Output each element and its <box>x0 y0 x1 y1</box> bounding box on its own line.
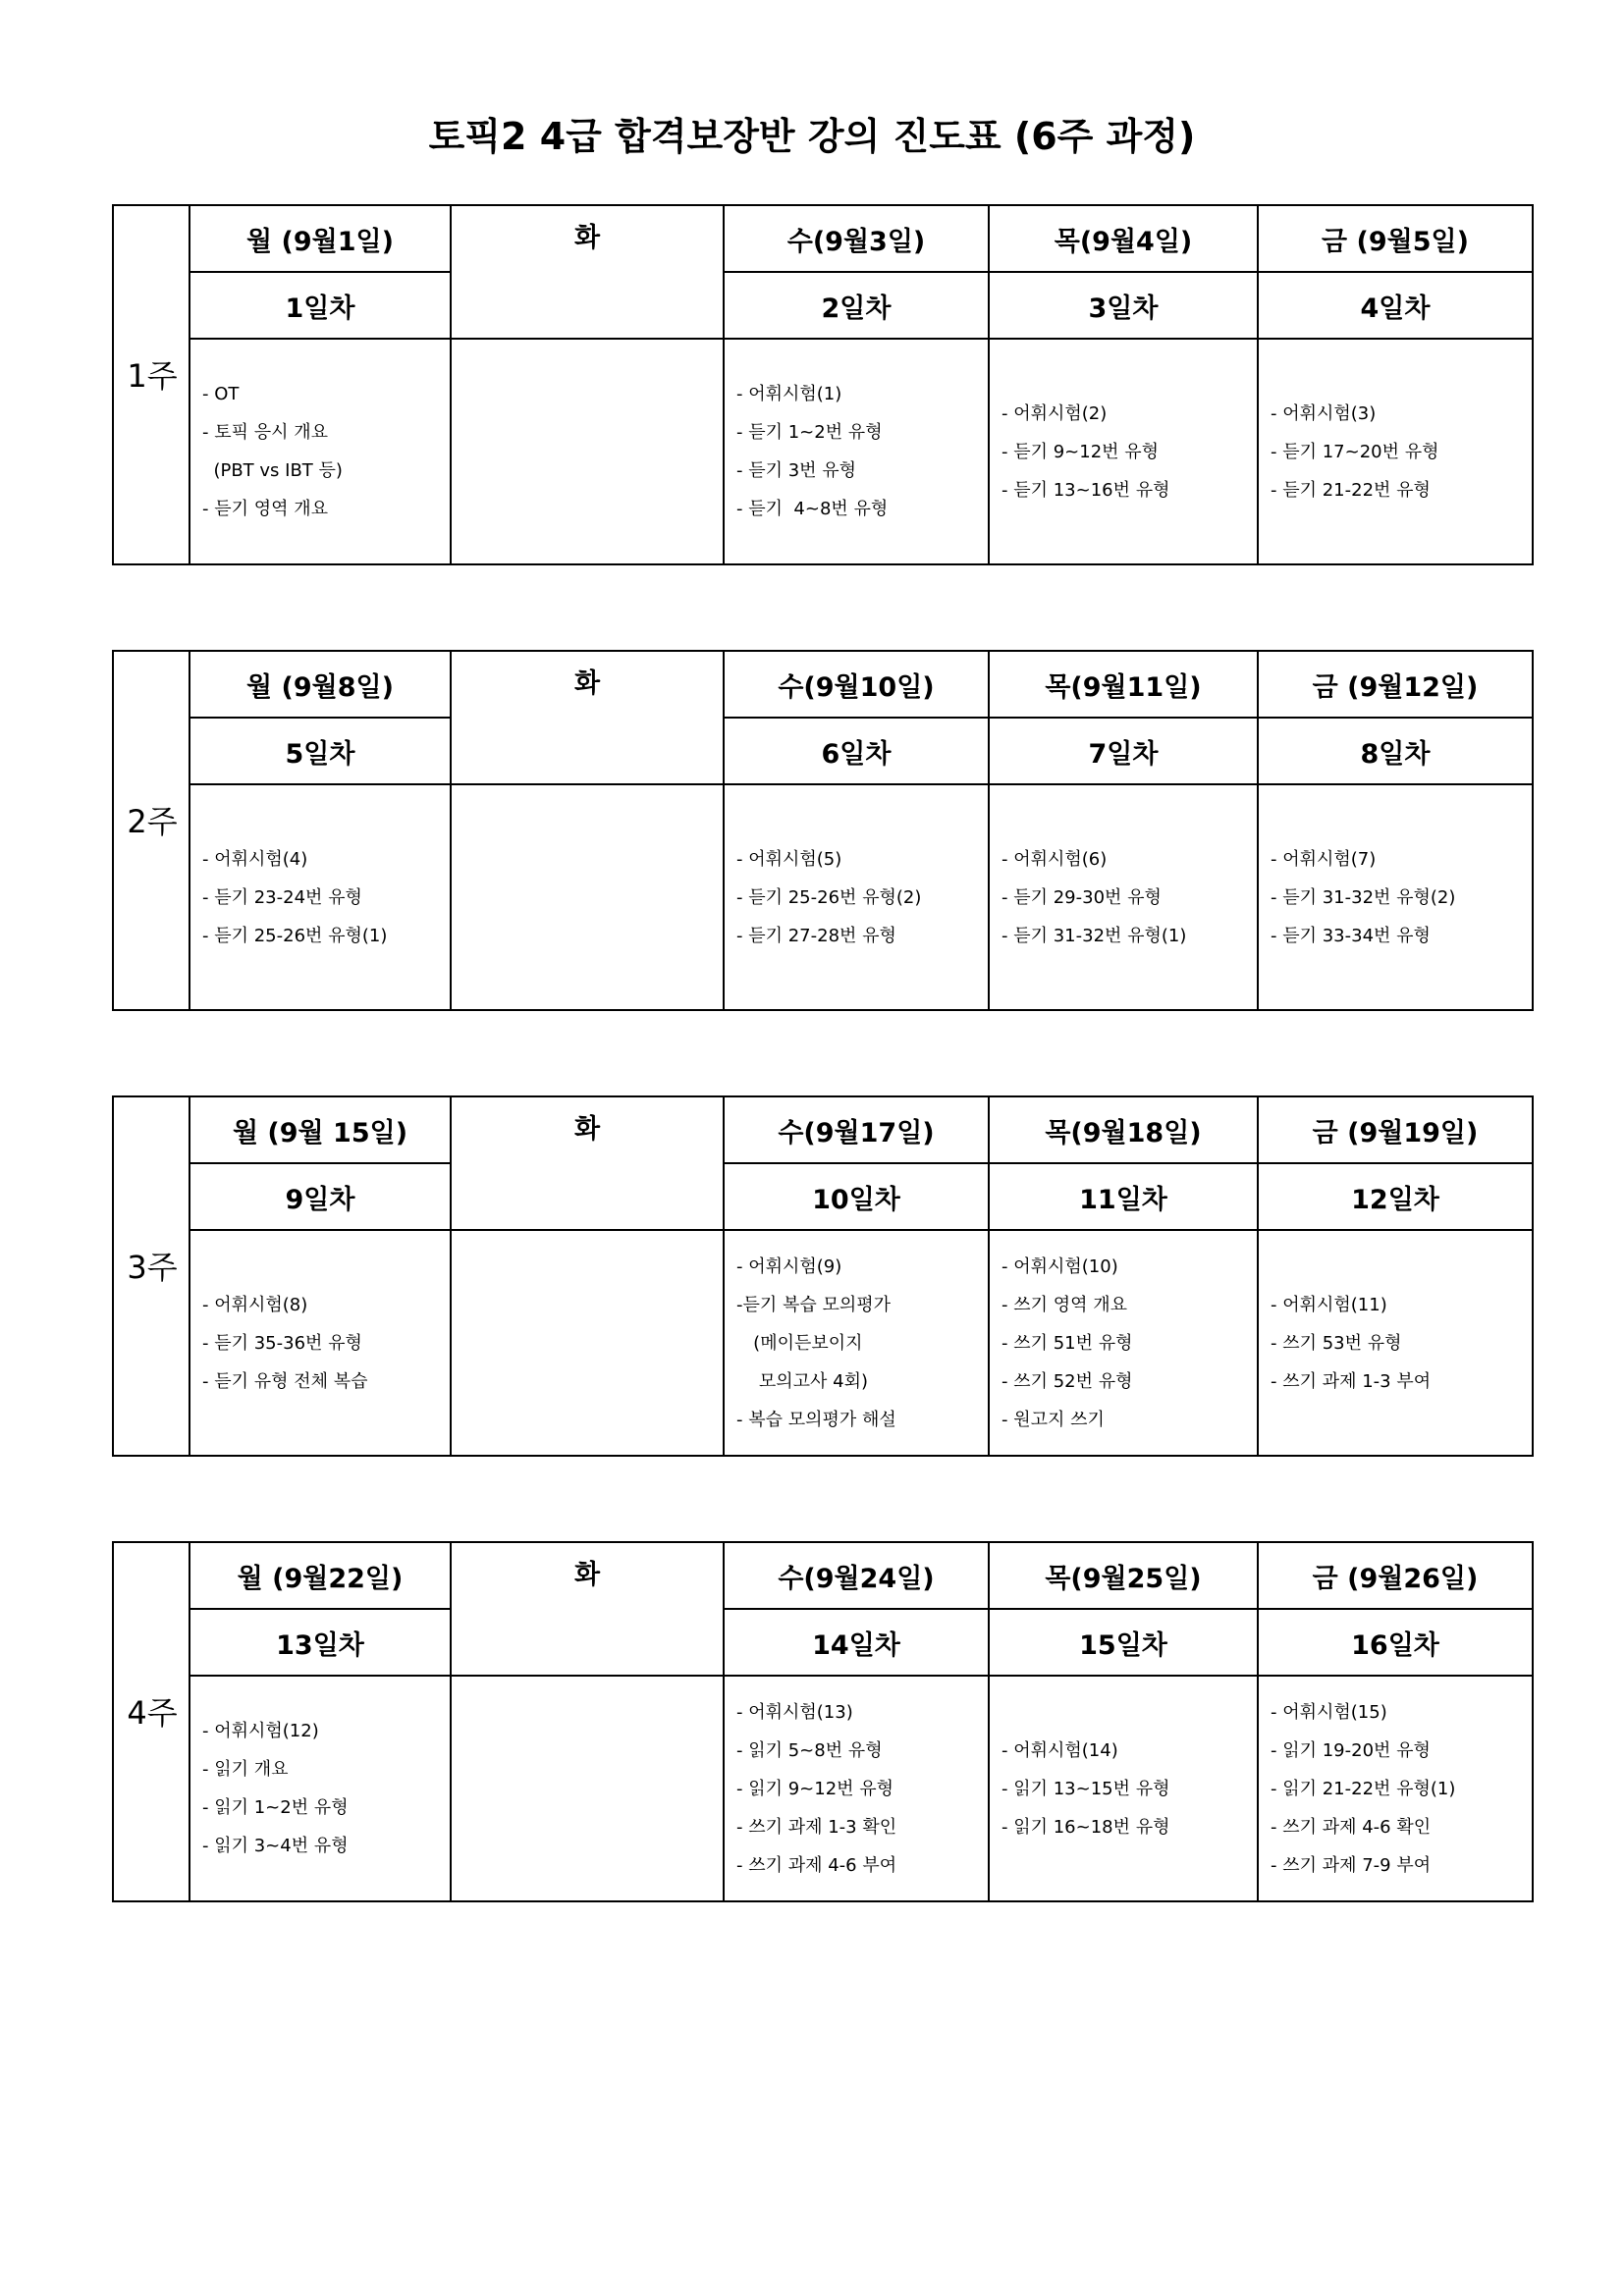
session-cell-thu: 7일차 <box>990 719 1259 785</box>
day-header-wed: 수(9월17일) <box>725 1097 990 1164</box>
content-line: - 어휘시험(9) <box>736 1255 842 1277</box>
day-header-thu: 목(9월11일) <box>990 652 1259 719</box>
day-header-mon: 월 (9월1일) <box>190 206 452 273</box>
session-cell-fri: 12일차 <box>1259 1164 1532 1231</box>
day-header-fri: 금 (9월12일) <box>1259 652 1532 719</box>
day-header-tue: 화 <box>452 652 725 719</box>
day-header-fri: 금 (9월19일) <box>1259 1097 1532 1164</box>
day-header-tue: 화 <box>452 1097 725 1164</box>
content-cell-tue <box>452 1231 725 1455</box>
week-table <box>112 1095 1534 1457</box>
content-line: - 어휘시험(12) <box>202 1721 319 1741</box>
content-cell-fri <box>1259 340 1532 563</box>
day-header-wed: 수(9월10일) <box>725 652 990 719</box>
content-line: - 읽기 21-22번 유형(1) <box>1271 1778 1456 1799</box>
content-line: - 쓰기 과제 1-3 부여 <box>1271 1370 1432 1392</box>
content-cell-thu <box>990 340 1259 563</box>
session-cell-tue <box>452 1164 725 1231</box>
day-header-wed: 수(9월24일) <box>725 1543 990 1610</box>
content-line: - 읽기 3~4번 유형 <box>202 1836 349 1856</box>
content-line: - 복습 모의평가 해설 <box>736 1409 896 1430</box>
week-label-cell <box>114 652 190 1009</box>
content-line: - 듣기 33-34번 유형 <box>1271 925 1431 946</box>
content-line: - 어휘시험(3) <box>1271 402 1377 424</box>
session-cell-mon: 5일차 <box>190 719 452 785</box>
session-cell-tue <box>452 1610 725 1677</box>
content-line: - 어휘시험(4) <box>202 848 308 870</box>
content-cell-tue <box>452 340 725 563</box>
content-line: - 듣기 영역 개요 <box>202 499 328 519</box>
content-line: - 쓰기 53번 유형 <box>1271 1332 1402 1354</box>
content-cell-thu <box>990 1677 1259 1900</box>
content-line: - 듣기 23-24번 유형 <box>202 886 362 908</box>
content-line: - 어휘시험(1) <box>736 384 842 404</box>
session-cell-mon: 1일차 <box>190 273 452 340</box>
week-label: 2주 <box>127 803 178 840</box>
session-cell-fri: 8일차 <box>1259 719 1532 785</box>
content-line: - 듣기 17~20번 유형 <box>1271 441 1439 462</box>
content-line: - OT <box>202 384 240 404</box>
day-header-mon: 월 (9월22일) <box>190 1543 452 1610</box>
week-label: 3주 <box>127 1249 178 1286</box>
session-cell-mon: 9일차 <box>190 1164 452 1231</box>
session-cell-mon: 13일차 <box>190 1610 452 1677</box>
content-line: - 어휘시험(13) <box>736 1701 853 1723</box>
day-header-thu: 목(9월4일) <box>990 206 1259 273</box>
content-line: - 듣기 29-30번 유형 <box>1001 886 1162 908</box>
content-line: - 어휘시험(6) <box>1001 848 1108 870</box>
content-line: - 쓰기 과제 7-9 부여 <box>1271 1854 1432 1876</box>
content-line: - 듣기 13~16번 유형 <box>1001 479 1170 501</box>
content-line: - 쓰기 과제 4-6 확인 <box>1271 1816 1432 1838</box>
content-line: - 토픽 응시 개요 <box>202 422 328 443</box>
content-line: - 어휘시험(14) <box>1001 1739 1118 1761</box>
day-header-fri: 금 (9월26일) <box>1259 1543 1532 1610</box>
session-cell-wed: 14일차 <box>725 1610 990 1677</box>
session-cell-wed: 10일차 <box>725 1164 990 1231</box>
session-cell-wed: 2일차 <box>725 273 990 340</box>
content-line: - 읽기 9~12번 유형 <box>736 1778 894 1799</box>
content-line: - 어휘시험(5) <box>736 848 842 870</box>
content-line: - 읽기 16~18번 유형 <box>1001 1816 1170 1838</box>
content-line: - 듣기 9~12번 유형 <box>1001 441 1160 462</box>
week-label: 1주 <box>127 357 178 395</box>
content-line: - 듣기 1~2번 유형 <box>736 422 883 443</box>
content-line: - 듣기 21-22번 유형 <box>1271 479 1431 501</box>
week-table <box>112 204 1534 565</box>
content-line: - 쓰기 영역 개요 <box>1001 1294 1127 1315</box>
day-header-wed: 수(9월3일) <box>725 206 990 273</box>
content-cell-mon <box>190 340 452 563</box>
content-line: - 쓰기 51번 유형 <box>1001 1332 1133 1354</box>
content-line: - 쓰기 과제 4-6 부여 <box>736 1854 897 1876</box>
content-line: - 듣기 31-32번 유형(1) <box>1001 925 1187 946</box>
content-cell-mon <box>190 1677 452 1900</box>
session-cell-tue <box>452 719 725 785</box>
week-label: 4주 <box>127 1694 178 1732</box>
content-cell-wed <box>725 340 990 563</box>
content-cell-thu <box>990 1231 1259 1455</box>
content-line: - 쓰기 52번 유형 <box>1001 1370 1133 1392</box>
content-line: (메이든보이지 <box>736 1332 863 1354</box>
content-cell-wed <box>725 785 990 1009</box>
day-header-fri: 금 (9월5일) <box>1259 206 1532 273</box>
content-cell-tue <box>452 785 725 1009</box>
content-cell-wed <box>725 1677 990 1900</box>
content-line: - 어휘시험(15) <box>1271 1701 1387 1723</box>
page-title: 토픽2 4급 합격보장반 강의 진도표 (6주 과정) <box>428 115 1196 158</box>
content-line: - 어휘시험(10) <box>1001 1255 1118 1277</box>
content-line: - 듣기 27-28번 유형 <box>736 925 896 946</box>
day-header-tue: 화 <box>452 1543 725 1610</box>
content-line: 모의고사 4회) <box>736 1370 869 1392</box>
content-cell-fri <box>1259 1677 1532 1900</box>
week-label-cell <box>114 206 190 563</box>
content-line: - 원고지 쓰기 <box>1001 1409 1105 1430</box>
content-line: - 읽기 13~15번 유형 <box>1001 1778 1170 1799</box>
content-line: - 읽기 5~8번 유형 <box>736 1739 883 1761</box>
day-header-mon: 월 (9월8일) <box>190 652 452 719</box>
day-header-thu: 목(9월25일) <box>990 1543 1259 1610</box>
content-line: - 듣기 25-26번 유형(2) <box>736 886 922 908</box>
content-line: - 듣기 25-26번 유형(1) <box>202 925 388 946</box>
content-cell-mon <box>190 785 452 1009</box>
session-cell-thu: 11일차 <box>990 1164 1259 1231</box>
session-cell-tue <box>452 273 725 340</box>
content-cell-fri <box>1259 785 1532 1009</box>
day-header-mon: 월 (9월 15일) <box>190 1097 452 1164</box>
week-table <box>112 1541 1534 1902</box>
week-label-cell <box>114 1543 190 1900</box>
content-line: -듣기 복습 모의평가 <box>736 1294 892 1315</box>
session-cell-fri: 16일차 <box>1259 1610 1532 1677</box>
content-line: - 어휘시험(11) <box>1271 1294 1387 1315</box>
content-cell-mon <box>190 1231 452 1455</box>
week-table <box>112 650 1534 1011</box>
content-line: - 듣기 4~8번 유형 <box>736 499 889 519</box>
day-header-tue: 화 <box>452 206 725 273</box>
content-cell-tue <box>452 1677 725 1900</box>
content-line: - 어휘시험(8) <box>202 1294 308 1315</box>
content-line: - 어휘시험(7) <box>1271 848 1377 870</box>
session-cell-wed: 6일차 <box>725 719 990 785</box>
content-line: - 듣기 35-36번 유형 <box>202 1332 362 1354</box>
content-line: - 듣기 31-32번 유형(2) <box>1271 886 1456 908</box>
session-cell-fri: 4일차 <box>1259 273 1532 340</box>
content-line: - 읽기 개요 <box>202 1759 289 1780</box>
content-line: - 듣기 유형 전체 복습 <box>202 1370 368 1392</box>
content-line: - 읽기 19-20번 유형 <box>1271 1739 1431 1761</box>
week-label-cell <box>114 1097 190 1455</box>
content-cell-fri <box>1259 1231 1532 1455</box>
content-line: - 읽기 1~2번 유형 <box>202 1797 349 1818</box>
session-cell-thu: 3일차 <box>990 273 1259 340</box>
content-line: - 어휘시험(2) <box>1001 402 1108 424</box>
content-line: - 듣기 3번 유형 <box>736 460 857 481</box>
session-cell-thu: 15일차 <box>990 1610 1259 1677</box>
content-line: (PBT vs IBT 등) <box>202 460 343 481</box>
day-header-thu: 목(9월18일) <box>990 1097 1259 1164</box>
content-cell-wed <box>725 1231 990 1455</box>
content-line: - 쓰기 과제 1-3 확인 <box>736 1816 897 1838</box>
content-cell-thu <box>990 785 1259 1009</box>
